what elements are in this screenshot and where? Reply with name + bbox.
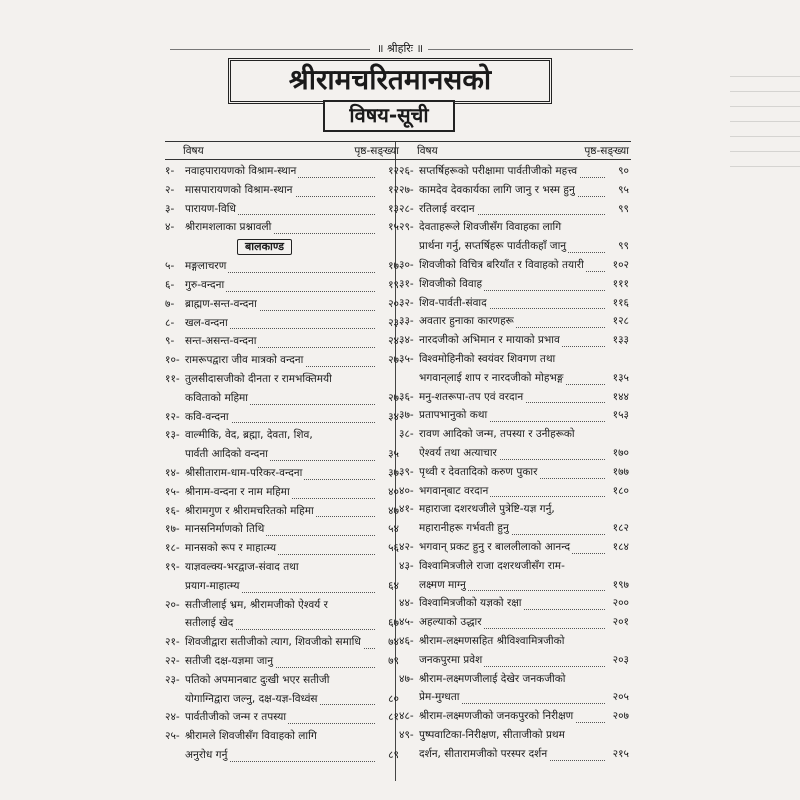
section-balkand-label: बालकाण्ड <box>237 239 292 255</box>
entry-title: पारायण-विधि <box>185 202 236 215</box>
contents-entry <box>165 162 401 181</box>
entry-page: १९ <box>388 278 399 291</box>
entry-number: २१- <box>165 636 180 649</box>
contents-entry <box>399 294 631 313</box>
entry-title: अनुरोध गर्नु <box>185 748 228 761</box>
contents-entry <box>399 369 631 388</box>
contents-entry <box>399 237 631 256</box>
entry-number: १०- <box>165 354 180 367</box>
entry-title: गुरु-वन्दना <box>185 278 225 291</box>
entry-page: २०१ <box>612 616 629 629</box>
contents-entry <box>165 727 401 746</box>
entry-title: पृथ्वी र देवतादिको करुण पुकार <box>419 465 538 478</box>
entry-number: ३०- <box>399 258 414 271</box>
contents-entry <box>165 520 401 539</box>
entry-title: योगाग्निद्वारा जल्नु, दक्ष-यज्ञ-विध्वंस <box>185 692 318 705</box>
contents-entry <box>165 577 401 596</box>
contents-entry <box>399 632 631 651</box>
entry-title: मानसनिर्माणको तिथि <box>185 523 265 536</box>
entry-title: श्रीराम-लक्ष्मणजीको जनकपुरको निरीक्षण <box>419 710 574 723</box>
entry-page: १५३ <box>612 409 629 422</box>
entry-number: १५- <box>165 485 180 498</box>
entry-title: भगवान् प्रकट हुनु र बाललीलाको आनन्द <box>419 540 571 553</box>
contents-entry <box>399 538 631 557</box>
contents-entry <box>399 388 631 407</box>
entry-page: २४ <box>388 335 399 348</box>
entry-page: १३३ <box>612 334 629 347</box>
entry-number: ४५- <box>399 616 414 629</box>
contents-entry <box>399 557 631 576</box>
entry-page: १३५ <box>612 371 629 384</box>
contents-entry <box>165 314 401 333</box>
entry-page: ७९ <box>388 654 399 667</box>
entry-page: १४४ <box>612 390 629 403</box>
entry-title: सप्तर्षिहरूको परीक्षामा पार्वतीजीको महत्त्व <box>419 165 578 177</box>
entry-number: ३६- <box>399 390 414 403</box>
entry-title: मासपारायणको विश्राम-स्थान <box>185 183 293 196</box>
entry-title: रतिलाई वरदान <box>419 202 475 215</box>
entry-number: २५- <box>165 730 180 743</box>
entry-number: २९- <box>399 221 414 234</box>
entry-page: २३ <box>388 316 399 329</box>
bleed-through-lines <box>730 62 800 212</box>
entry-number: ४१- <box>399 503 414 516</box>
entry-page: ८० <box>388 692 399 705</box>
contents-entry <box>165 389 401 408</box>
left-page-label: पृष्ठ-सङ्ख्या <box>354 145 399 157</box>
entry-title: शिव-पार्वती-संवाद <box>419 296 487 309</box>
contents-entry <box>165 218 401 237</box>
contents-entry <box>399 200 631 219</box>
entry-number: १७- <box>165 523 180 536</box>
entry-title: पुष्पवाटिका-निरीक्षण, सीताजीको प्रथम <box>419 728 565 741</box>
entry-title: श्रीरामशलाका प्रश्नावली <box>185 221 272 234</box>
entry-page: २०७ <box>612 710 629 723</box>
entry-number: १६- <box>165 504 180 517</box>
entry-title: प्रेम-मुग्धता <box>419 691 460 704</box>
entry-number: २७- <box>399 183 414 196</box>
contents-entry <box>399 613 631 632</box>
entry-number: ४- <box>165 221 175 234</box>
entry-page: २०० <box>612 597 629 610</box>
entry-number: ४७- <box>399 672 414 685</box>
entry-title: ब्राह्मण-सन्त-वन्दना <box>185 297 257 310</box>
entry-page: १३ <box>388 202 399 215</box>
contents-entry <box>165 558 401 577</box>
entry-title: श्रीनाम-वन्दना र नाम महिमा <box>185 485 290 498</box>
contents-entry <box>399 519 631 538</box>
entry-page: १७ <box>388 260 399 273</box>
entry-number: ४४- <box>399 597 414 610</box>
entry-page: ६७ <box>388 617 399 630</box>
contents-entry <box>399 670 631 689</box>
entry-title: श्रीरामगुण र श्रीरामचरितको महिमा <box>185 504 314 517</box>
entry-title: खल-वन्दना <box>185 316 228 329</box>
entry-page: १२८ <box>612 315 629 328</box>
contents-entry <box>165 351 401 370</box>
contents-entry <box>165 370 401 389</box>
contents-entry <box>165 652 401 671</box>
entry-number: ९- <box>165 335 175 348</box>
entry-number: ५- <box>165 260 175 273</box>
contents-entry <box>165 614 401 633</box>
entry-title: अहल्याको उद्धार <box>419 616 482 629</box>
entry-title: कवि-वन्दना <box>185 410 229 423</box>
entry-number: ११- <box>165 372 180 385</box>
section-balkand <box>165 237 401 257</box>
entry-title: श्रीसीताराम-धाम-परिकर-वन्दना <box>185 466 303 479</box>
entry-title: देवताहरूले शिवजीसँग विवाहका लागि <box>419 221 562 234</box>
entry-title: शिवजीको विचित्र बरियाँत र विवाहको तयारी <box>419 258 584 271</box>
entry-title: विश्वामित्रजीको यज्ञको रक्षा <box>419 597 522 610</box>
entry-number: १२- <box>165 410 180 423</box>
contents-entry <box>165 464 401 483</box>
entry-title: विश्वामित्रजीले राजा दशरथजीसँग राम- <box>419 559 565 572</box>
entry-number: २३- <box>165 673 180 686</box>
entry-title: रामरूपद्वारा जीव मात्रको वन्दना <box>185 354 304 367</box>
contents-entry <box>399 482 631 501</box>
entry-number: ३९- <box>399 465 414 478</box>
entry-title: नारदजीको अभिमान र मायाको प्रभाव <box>419 334 560 347</box>
header-rule-right <box>428 49 633 50</box>
entry-title: कविताको महिमा <box>185 391 249 404</box>
contents-entry <box>399 350 631 369</box>
entry-title: लक्ष्मण माग्नु <box>419 578 466 591</box>
contents-entry <box>165 539 401 558</box>
entry-title: ऐश्वर्य तथा अत्याचार <box>419 446 497 459</box>
entry-page: ६४ <box>388 579 399 592</box>
entry-number: ६- <box>165 278 175 291</box>
entry-title: प्रतापभानुको कथा <box>419 409 488 422</box>
contents-entry <box>399 181 631 200</box>
contents-entry <box>165 181 401 200</box>
entry-title: भगवान्‌लाई शाप र नारदजीको मोहभङ्ग <box>419 371 564 384</box>
entry-number: २- <box>165 183 175 196</box>
entry-title: शिवजीको विवाह <box>419 277 483 290</box>
contents-entry <box>165 708 401 727</box>
entry-title: दर्शन, सीतारामजीको परस्पर दर्शन <box>419 747 548 760</box>
entry-page: १७० <box>612 446 629 459</box>
contents-heading: विषय-सूची <box>323 100 455 132</box>
entry-number: २४- <box>165 711 180 724</box>
book-title: श्रीरामचरितमानसको <box>228 58 552 104</box>
entry-number: १८- <box>165 542 180 555</box>
entry-title: प्रार्थना गर्नु, सप्तर्षिहरू पार्वतीकहाँ जानु <box>419 240 567 253</box>
entry-page: २०५ <box>612 691 629 704</box>
entry-page: १९७ <box>612 578 629 591</box>
contents-entry <box>165 746 401 765</box>
entry-page: ३५ <box>388 448 399 461</box>
left-subject-label: विषय <box>183 145 204 157</box>
entry-page: ५४ <box>388 523 399 536</box>
entry-page: ९९ <box>618 240 629 253</box>
entry-number: २०- <box>165 598 180 611</box>
entry-number: ४३- <box>399 559 414 572</box>
contents-entry <box>165 295 401 314</box>
contents-entry <box>399 218 631 237</box>
entry-title: नवाहपारायणको विश्राम-स्थान <box>185 165 297 177</box>
entry-page: १२ <box>388 165 399 177</box>
entry-page: ४० <box>388 485 399 498</box>
header-rule-left <box>170 49 370 50</box>
entry-title: सतीजीलाई भ्रम, श्रीरामजीको ऐश्वर्य र <box>185 598 328 611</box>
entry-number: ३५- <box>399 352 414 365</box>
entry-title: सन्त-असन्त-वन्दना <box>185 335 257 348</box>
contents-entry <box>399 500 631 519</box>
entry-title: श्रीराम-लक्ष्मणसहित श्रीविश्वामित्रजीको <box>419 634 565 647</box>
entry-page: १५ <box>388 221 399 234</box>
entry-page: १११ <box>612 277 629 290</box>
entry-number: २८- <box>399 202 414 215</box>
entry-number: ४९- <box>399 728 414 741</box>
entry-number: ७- <box>165 297 175 310</box>
entry-title: वाल्मीकि, वेद, ब्रह्मा, देवता, शिव, <box>185 429 313 442</box>
entry-number: ४०- <box>399 484 414 497</box>
entry-page: २० <box>388 297 399 310</box>
entry-number: ३७- <box>399 409 414 422</box>
entry-page: १२ <box>388 183 399 196</box>
entry-page: ४७ <box>388 504 399 517</box>
right-column-header <box>399 144 631 158</box>
entry-page: २७ <box>388 391 399 404</box>
contents-entry <box>399 688 631 707</box>
entry-title: पार्वती आदिको वन्दना <box>185 448 268 461</box>
entry-page: १८४ <box>612 540 629 553</box>
entry-page: १८२ <box>612 522 629 535</box>
entry-page: ७४ <box>388 636 399 649</box>
entry-title: कामदेव देवकार्यका लागि जानु र भस्म हुनु <box>419 183 575 196</box>
entry-title: मङ्गलाचरण <box>185 260 227 273</box>
contents-entry <box>399 331 631 350</box>
entry-title: विश्वमोहिनीको स्वयंवर शिवगण तथा <box>419 352 556 365</box>
right-subject-label: विषय <box>417 145 438 157</box>
entry-title: मनु-शतरूपा-तप एवं वरदान <box>419 390 524 403</box>
invocation-header <box>0 40 800 60</box>
contents-entry <box>399 594 631 613</box>
contents-entry <box>165 633 401 652</box>
entry-title: तुलसीदासजीको दीनता र रामभक्तिमयी <box>185 372 332 385</box>
contents-entry <box>399 651 631 670</box>
contents-entry <box>165 200 401 219</box>
contents-entry <box>165 276 401 295</box>
contents-entry <box>399 312 631 331</box>
entry-number: १- <box>165 165 175 177</box>
entry-page: ११६ <box>612 296 629 309</box>
left-column-header <box>165 144 401 158</box>
entry-number: २२- <box>165 654 180 667</box>
contents-entry <box>165 426 401 445</box>
entry-number: ३४- <box>399 334 414 347</box>
entry-title: महाराजा दशरथजीले पुत्रेष्टि-यज्ञ गर्नु, <box>419 503 555 516</box>
contents-entry <box>165 483 401 502</box>
entry-number: ३३- <box>399 315 414 328</box>
entry-title: याज्ञवल्क्य-भरद्वाज-संवाद तथा <box>185 560 299 573</box>
contents-entry <box>165 502 401 521</box>
entry-title: श्रीराम-लक्ष्मणजीलाई देखेर जनकजीको <box>419 672 566 685</box>
entry-title: पतिको अपमानबाट दुःखी भएर सतीजी <box>185 673 330 686</box>
right-column <box>399 144 631 764</box>
entry-number: १४- <box>165 466 180 479</box>
entry-page: १०२ <box>612 258 629 271</box>
entry-number: १३- <box>165 429 180 442</box>
contents-entry <box>399 726 631 745</box>
entry-title: सतीजी दक्ष-यज्ञमा जानु <box>185 654 274 667</box>
contents-entry <box>399 406 631 425</box>
entry-number: ४२- <box>399 540 414 553</box>
entry-page: २०३ <box>612 653 629 666</box>
entry-page: ९० <box>618 165 629 177</box>
entry-page: ८९ <box>388 748 399 761</box>
entry-page: ९९ <box>618 202 629 215</box>
entry-page: ९५ <box>618 183 629 196</box>
entry-page: २१५ <box>612 747 629 760</box>
contents-entry <box>165 408 401 427</box>
contents-entry <box>165 596 401 615</box>
contents-entry <box>399 576 631 595</box>
entry-title: प्रयाग-माहात्म्य <box>185 579 240 592</box>
entry-page: १८० <box>612 484 629 497</box>
entry-page: ८१ <box>388 711 399 724</box>
entry-number: ३८- <box>399 428 414 441</box>
invocation-text: ॥ श्रीहरिः ॥ <box>376 42 424 55</box>
entry-number: ३- <box>165 202 175 215</box>
contents-entry <box>165 332 401 351</box>
entry-title: शिवजीद्वारा सतीजीको त्याग, शिवजीको समाधि <box>185 636 361 649</box>
entry-number: ८- <box>165 316 175 329</box>
contents-entry <box>399 275 631 294</box>
right-page-label: पृष्ठ-सङ्ख्या <box>584 145 629 157</box>
contents-entry <box>165 445 401 464</box>
entry-title: जनकपुरमा प्रवेश <box>419 653 483 666</box>
entry-title: मानसको रूप र माहात्म्य <box>185 542 277 555</box>
contents-entry <box>165 257 401 276</box>
contents-entry <box>165 671 401 690</box>
entry-title: महारानीहरू गर्भवती हुनु <box>419 522 509 535</box>
entry-number: ३१- <box>399 277 414 290</box>
contents-entry <box>399 463 631 482</box>
entry-number: १९- <box>165 560 180 573</box>
contents-entry <box>399 707 631 726</box>
contents-entry <box>165 690 401 709</box>
entry-page: ३४ <box>388 410 399 423</box>
contents-entry <box>399 425 631 444</box>
entry-title: श्रीरामले शिवजीसँग विवाहको लागि <box>185 730 317 743</box>
entry-title: पार्वतीजीको जन्म र तपस्या <box>185 711 287 724</box>
entry-page: ५६ <box>388 542 399 555</box>
contents-entry <box>399 256 631 275</box>
entry-number: ३२- <box>399 296 414 309</box>
entry-page: १७७ <box>612 465 629 478</box>
entry-number: ४८- <box>399 710 414 723</box>
contents-entry <box>399 444 631 463</box>
entry-number: ४६- <box>399 634 414 647</box>
entry-number: २६- <box>399 165 414 177</box>
entry-page: २७ <box>388 354 399 367</box>
entry-title: रावण आदिको जन्म, तपस्या र उनीहरूको <box>419 428 575 441</box>
entry-title: सतीलाई खेद <box>185 617 234 630</box>
entry-title: भगवान्‌बाट वरदान <box>419 484 489 497</box>
entry-page: ३७ <box>388 466 399 479</box>
contents-entry <box>399 162 631 181</box>
left-column <box>165 144 401 765</box>
entry-title: अवतार हुनाका कारणहरू <box>419 315 514 328</box>
contents-entry <box>399 745 631 764</box>
